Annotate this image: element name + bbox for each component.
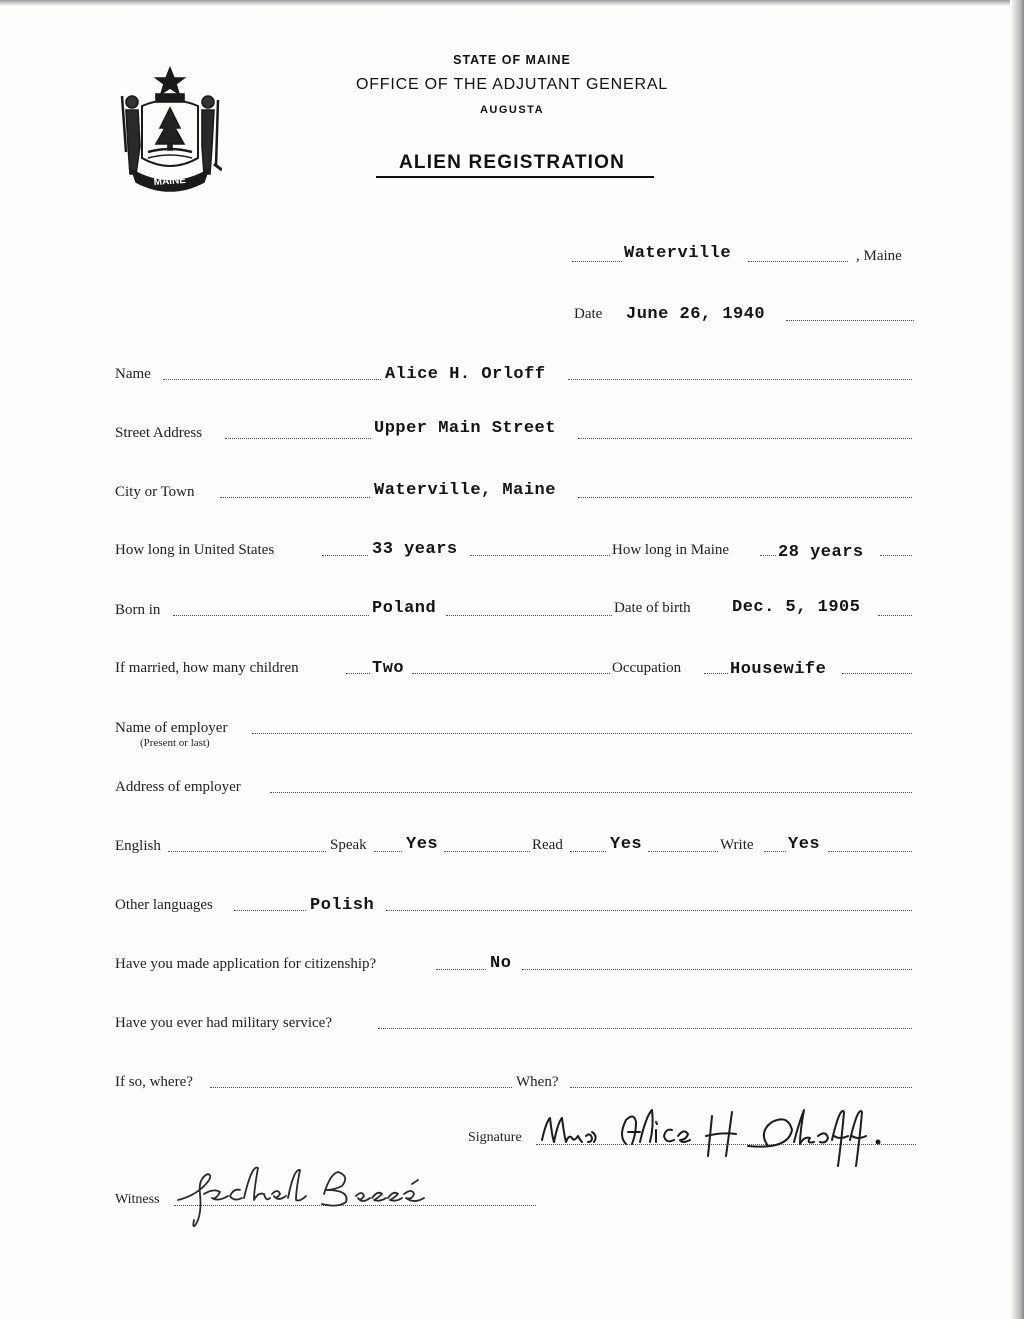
date-value: June 26, 1940 <box>626 305 766 324</box>
employer-dots <box>252 733 912 734</box>
city-dots-2 <box>578 497 912 498</box>
read-value: Yes <box>610 835 643 854</box>
employer-address-dots <box>270 792 912 793</box>
street-dots-2 <box>578 438 912 439</box>
children-label: If married, how many children <box>115 660 299 676</box>
birth-date-label: Date of birth <box>614 600 691 616</box>
us-duration-dots-2 <box>470 555 610 556</box>
place-suffix: , Maine <box>856 248 902 264</box>
witness-label: Witness <box>115 1192 160 1207</box>
read-label: Read <box>532 837 563 853</box>
occupation-dots <box>704 673 728 674</box>
city-label: City or Town <box>115 484 195 500</box>
maine-duration-dots <box>760 555 776 556</box>
witness-text: Rachel Bassé <box>174 1232 180 1233</box>
english-dots <box>168 851 326 852</box>
us-duration-value: 33 years <box>372 540 458 559</box>
street-label: Street Address <box>115 425 203 441</box>
employer-address-label: Address of employer <box>115 779 241 795</box>
employer-label: Name of employer <box>115 720 228 736</box>
speak-label: Speak <box>330 837 367 853</box>
birth-date-value: Dec. 5, 1905 <box>732 598 861 617</box>
occupation-dots-2 <box>842 673 912 674</box>
signature-handwriting <box>536 1106 926 1170</box>
place-value: Waterville <box>624 244 732 263</box>
where-label: If so, where? <box>115 1074 193 1090</box>
signature-text: Mrs Alice H Orloff <box>536 1168 544 1169</box>
citizenship-dots-2 <box>522 969 912 970</box>
header-city: AUGUSTA <box>479 104 545 116</box>
other-languages-label: Other languages <box>115 897 213 913</box>
read-dots <box>570 851 606 852</box>
street-value: Upper Main Street <box>374 419 556 438</box>
maine-duration-value: 28 years <box>778 543 864 562</box>
maine-duration-dots-2 <box>880 555 912 556</box>
scan-right-edge <box>1010 0 1024 1319</box>
speak-dots-2 <box>444 851 530 852</box>
children-dots <box>346 673 370 674</box>
other-languages-dots <box>234 910 306 911</box>
children-dots-2 <box>412 673 610 674</box>
children-value: Two <box>372 659 405 678</box>
date-label: Date <box>574 306 603 322</box>
title-underline <box>376 176 654 178</box>
birth-date-dots <box>878 615 912 616</box>
street-dots <box>225 438 371 439</box>
write-value: Yes <box>788 835 821 854</box>
born-in-label: Born in <box>115 602 161 618</box>
city-dots <box>220 497 370 498</box>
date-dots <box>786 320 914 321</box>
name-value: Alice H. Orloff <box>385 365 546 384</box>
us-duration-label: How long in United States <box>115 542 275 558</box>
place-dots-2 <box>748 261 848 262</box>
speak-value: Yes <box>406 835 439 854</box>
citizenship-value: No <box>490 954 512 973</box>
name-dots-2 <box>568 379 912 380</box>
read-dots-2 <box>648 851 718 852</box>
born-in-dots <box>173 615 369 616</box>
header-office: OFFICE OF THE ADJUTANT GENERAL <box>355 76 669 93</box>
place-dots <box>572 261 622 262</box>
write-label: Write <box>720 837 754 853</box>
other-languages-dots-2 <box>386 910 912 911</box>
employer-note: (Present or last) <box>140 737 210 749</box>
born-in-dots-2 <box>446 615 612 616</box>
witness-handwriting <box>174 1164 474 1234</box>
name-dots <box>163 379 381 380</box>
scan-top-edge <box>0 0 1024 6</box>
write-dots-2 <box>828 851 912 852</box>
name-label: Name <box>115 366 151 382</box>
seal-text: MAINE <box>153 174 187 189</box>
us-duration-dots <box>322 555 368 556</box>
military-label: Have you ever had military service? <box>115 1015 332 1031</box>
other-languages-value: Polish <box>310 896 375 915</box>
english-label: English <box>115 838 161 854</box>
military-dots <box>378 1028 912 1029</box>
when-dots <box>570 1087 912 1088</box>
form-title: ALIEN REGISTRATION <box>398 152 626 173</box>
city-value: Waterville, Maine <box>374 481 556 500</box>
maine-duration-label: How long in Maine <box>612 542 730 558</box>
signature-label: Signature <box>468 1130 522 1145</box>
when-label: When? <box>516 1074 559 1090</box>
citizenship-dots <box>436 969 486 970</box>
where-dots <box>210 1087 512 1088</box>
born-in-value: Poland <box>372 599 437 618</box>
write-dots <box>764 851 786 852</box>
speak-dots <box>374 851 402 852</box>
occupation-label: Occupation <box>612 660 682 676</box>
header-state: STATE OF MAINE <box>453 53 571 67</box>
citizenship-label: Have you made application for citizenship? <box>115 956 377 972</box>
occupation-value: Housewife <box>730 660 827 679</box>
